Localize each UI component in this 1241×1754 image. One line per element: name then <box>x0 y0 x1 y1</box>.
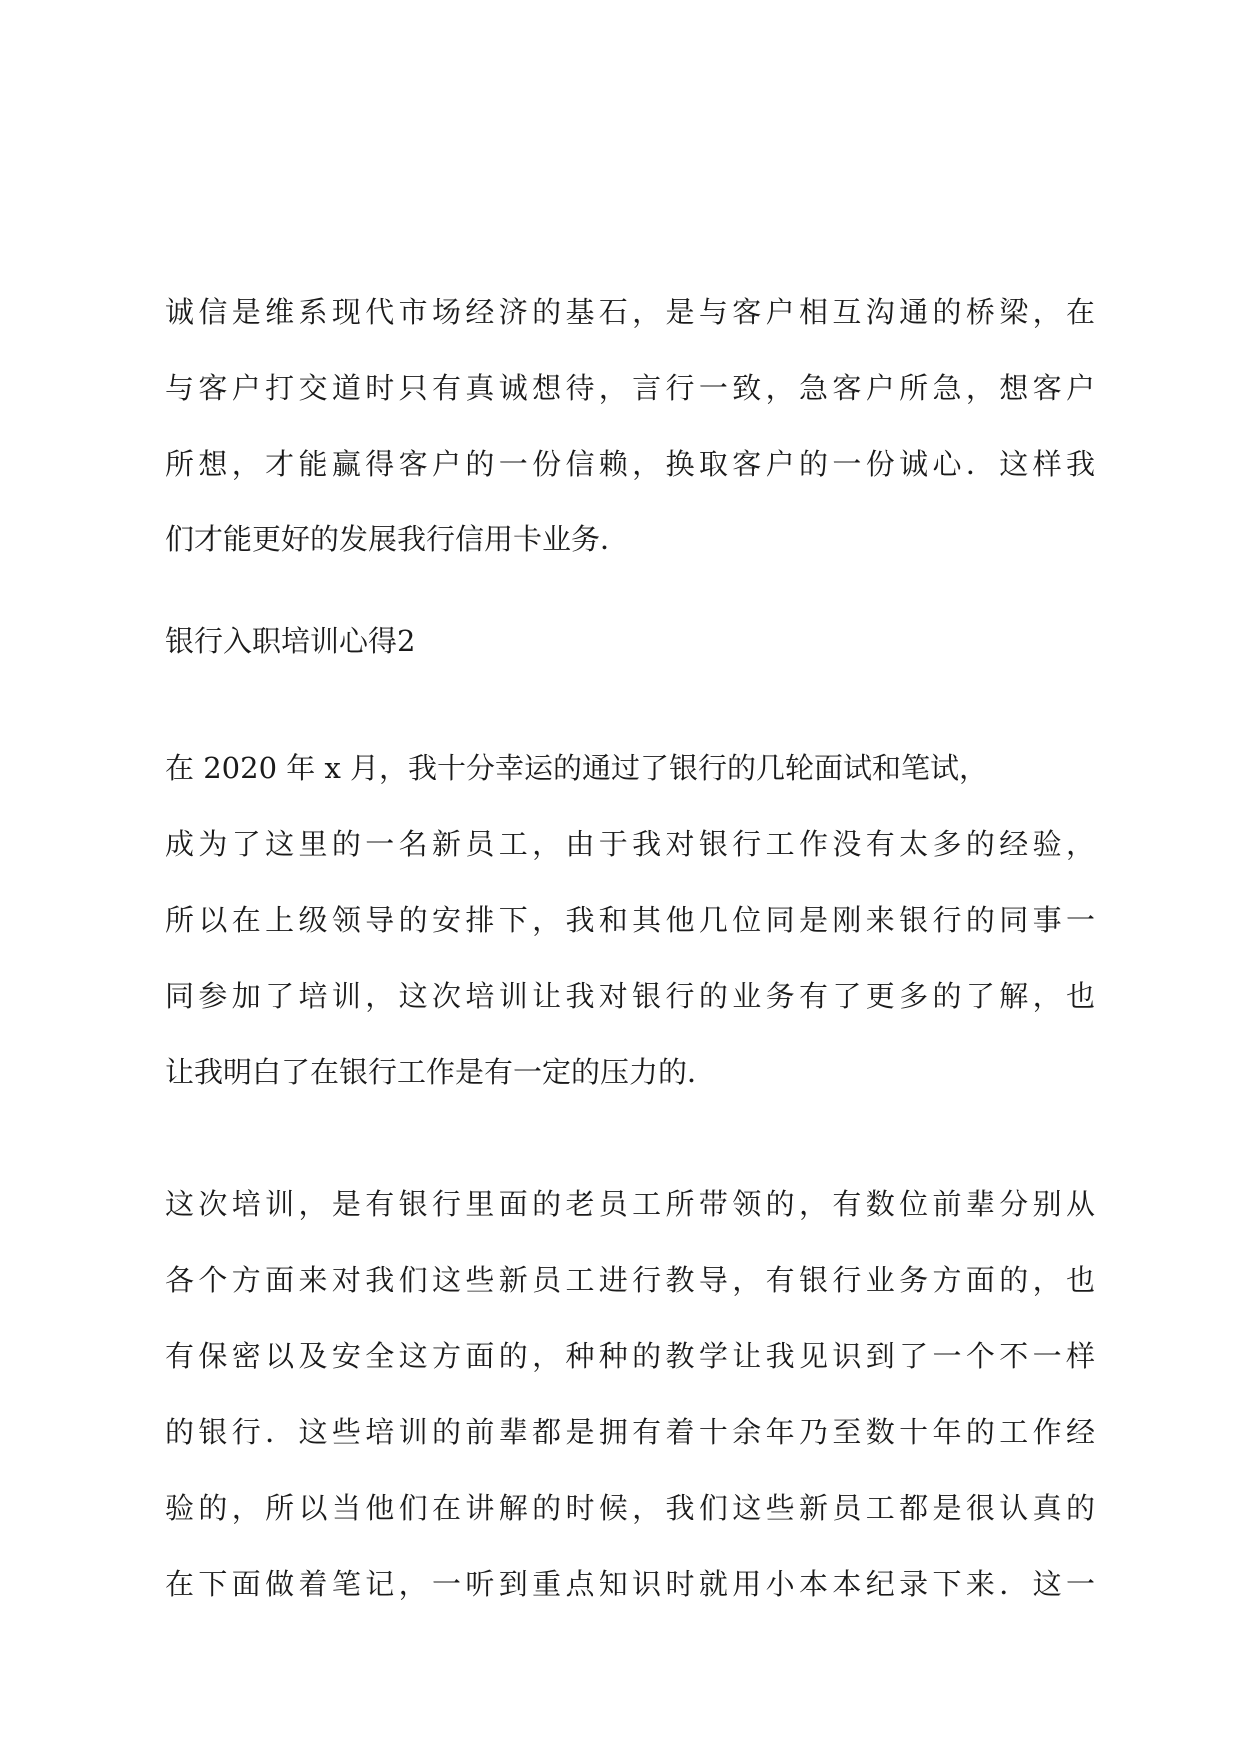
paragraph-3-line-4: 的银行．这些培训的前辈都是拥有着十余年乃至数十年的工作经 <box>165 1415 1095 1449</box>
paragraph-1-line-1: 诚信是维系现代市场经济的基石，是与客户相互沟通的桥梁，在 <box>165 295 1095 329</box>
paragraph-2-line-3: 所以在上级领导的安排下，我和其他几位同是刚来银行的同事一 <box>165 903 1095 937</box>
paragraph-3-line-1: 这次培训，是有银行里面的老员工所带领的，有数位前辈分别从 <box>165 1187 1095 1221</box>
paragraph-1-line-2: 与客户打交道时只有真诚想待，言行一致，急客户所急，想客户 <box>165 371 1095 405</box>
paragraph-2-line-1: 在 2020 年 x 月，我十分幸运的通过了银行的几轮面试和笔试， <box>165 751 989 785</box>
paragraph-2-line-4: 同参加了培训，这次培训让我对银行的业务有了更多的了解，也 <box>165 979 1095 1013</box>
paragraph-3-line-6: 在下面做着笔记，一听到重点知识时就用小本本纪录下来．这一 <box>165 1567 1095 1601</box>
paragraph-3-line-2: 各个方面来对我们这些新员工进行教导，有银行业务方面的，也 <box>165 1263 1095 1297</box>
paragraph-3-line-3: 有保密以及安全这方面的，种种的教学让我见识到了一个不一样 <box>165 1339 1095 1373</box>
paragraph-1-line-3: 所想，才能赢得客户的一份信赖，换取客户的一份诚心．这样我 <box>165 447 1095 481</box>
paragraph-2-line-2: 成为了这里的一名新员工，由于我对银行工作没有太多的经验， <box>165 827 1095 861</box>
paragraph-2-line-5: 让我明白了在银行工作是有一定的压力的． <box>165 1055 717 1089</box>
paragraph-1-line-4: 们才能更好的发展我行信用卡业务． <box>165 522 630 556</box>
section-heading: 银行入职培训心得2 <box>165 624 416 658</box>
paragraph-3-line-5: 验的，所以当他们在讲解的时候，我们这些新员工都是很认真的 <box>165 1491 1095 1525</box>
